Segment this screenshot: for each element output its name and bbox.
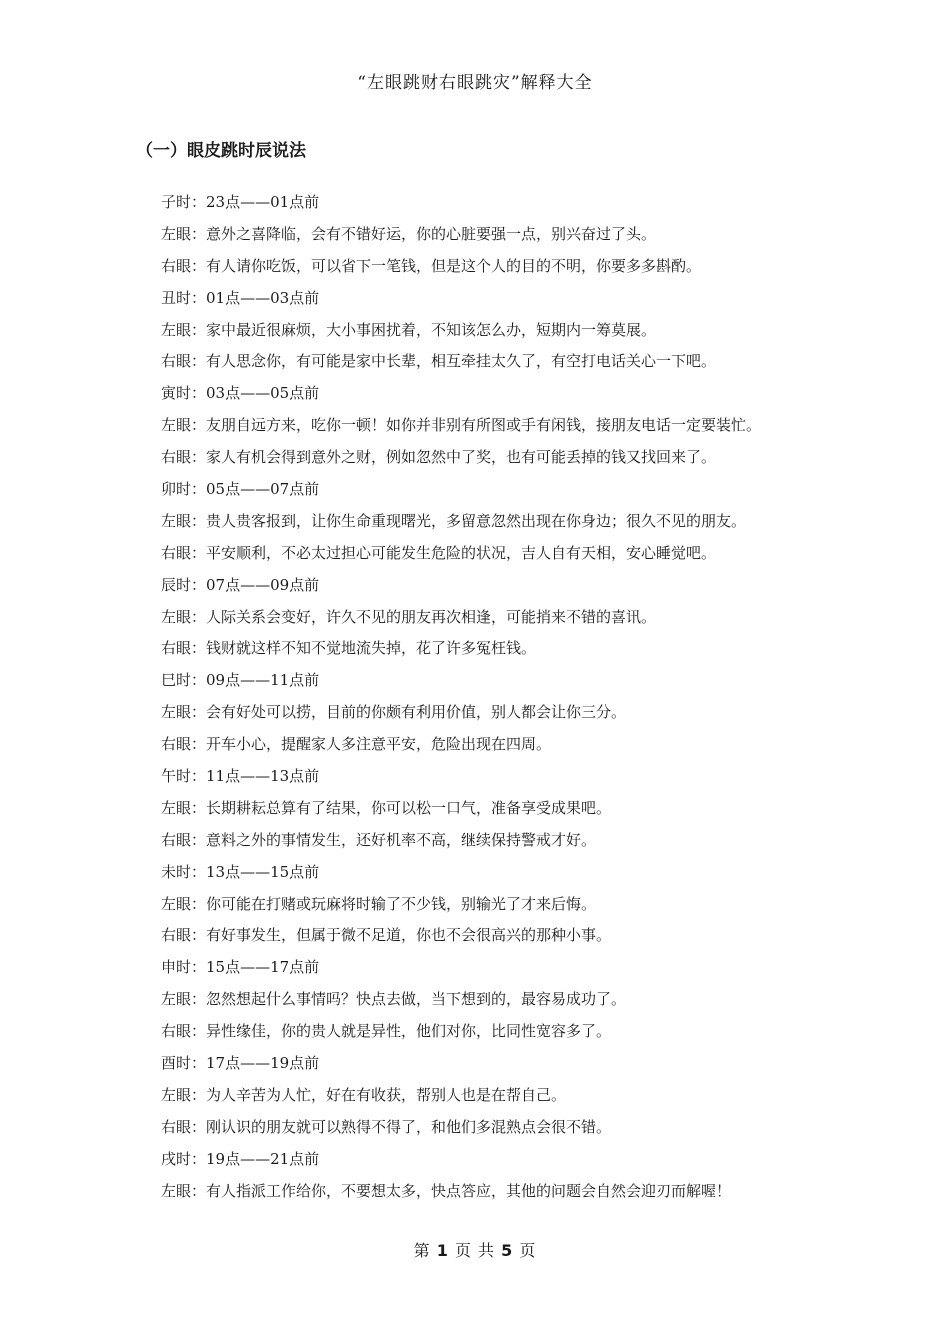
content-line: 右眼：开车小心，提醒家人多注意平安，危险出现在四周。 [161,735,552,754]
content-line: 左眼：忽然想起什么事情吗？快点去做，当下想到的，最容易成功了。 [161,990,627,1009]
content-line: 酉时：17点——19点前 [161,1054,320,1073]
content-line: 巳时：09点——11点前 [161,671,320,690]
content-line: 左眼：贵人贵客报到，让你生命重现曙光，多留意忽然出现在你身边；很久不见的朋友。 [161,511,747,530]
content-lines [161,190,881,1211]
content-line: 右眼：有人思念你，有可能是家中长辈，相互牵挂太久了，有空打电话关心一下吧。 [161,352,717,371]
content-line: 右眼：意料之外的事情发生，还好机率不高，继续保持警戒才好。 [161,830,597,849]
content-line: 右眼：家人有机会得到意外之财，例如忽然中了奖，也有可能丢掉的钱又找回来了。 [161,448,717,467]
content-line: 左眼：你可能在打赌或玩麻将时输了不少钱，别输光了才来后悔。 [161,894,597,913]
content-line: 右眼：有人请你吃饭，可以省下一笔钱，但是这个人的目的不明，你要多多斟酌。 [161,256,702,275]
content-line: 左眼：会有好处可以捞，目前的你颇有利用价值，别人都会让你三分。 [161,703,627,722]
content-line: 未时：13点——15点前 [161,862,320,881]
content-line: 右眼：异性缘佳，你的贵人就是异性，他们对你，比同性宽容多了。 [161,1022,612,1041]
content-line: 戌时：19点——21点前 [161,1149,320,1168]
content-line: 午时：11点——13点前 [161,767,320,786]
content-line: 左眼：长期耕耘总算有了结果，你可以松一口气，准备享受成果吧。 [161,798,612,817]
page-footer [0,1238,950,1261]
content-line: 寅时：03点——05点前 [161,384,320,403]
content-line: 辰时：07点——09点前 [161,575,320,594]
document-title: “左眼跳财右眼跳灾”解释大全 [357,73,593,93]
content-line: 右眼：钱财就这样不知不觉地流失掉，花了许多冤枉钱。 [161,639,537,658]
content-line: 卯时：05点——07点前 [161,480,320,499]
content-line: 申时：15点——17点前 [161,958,320,977]
content-line: 右眼：平安顺利，不必太过担心可能发生危险的状况，吉人自有天相，安心睡觉吧。 [161,543,717,562]
current-page-number: 1 [436,1241,449,1260]
content-line: 左眼：友朋自远方来，吃你一顿！如你并非别有所图或手有闲钱，接朋友电话一定要装忙。 [161,416,762,435]
content-line: 右眼：刚认识的朋友就可以熟得不得了，和他们多混熟点会很不错。 [161,1117,612,1136]
content-line: 左眼：家中最近很麻烦，大小事困扰着，不知该怎么办，短期内一筹莫展。 [161,320,657,339]
total-pages-number: 5 [501,1241,514,1260]
content-line: 右眼：有好事发生，但属于微不足道，你也不会很高兴的那种小事。 [161,926,612,945]
footer-suffix: 页 [519,1241,537,1260]
content-line: 左眼：人际关系会变好，许久不见的朋友再次相逢，可能捎来不错的喜讯。 [161,607,657,626]
content-line: 左眼：有人指派工作给你，不要想太多，快点答应，其他的问题会自然会迎刃而解喔！ [161,1181,732,1200]
footer-prefix: 第 [413,1241,431,1260]
section-heading: （一）眼皮跳时辰说法 [136,141,306,161]
footer-middle: 页 共 [454,1241,496,1260]
content-line: 左眼：为人辛苦为人忙，好在有收获，帮别人也是在帮自己。 [161,1085,567,1104]
content-line: 左眼：意外之喜降临，会有不错好运，你的心脏要强一点，别兴奋过了头。 [161,224,657,243]
content-line: 子时：23点——01点前 [161,193,320,211]
content-line: 丑时：01点——03点前 [161,288,320,307]
